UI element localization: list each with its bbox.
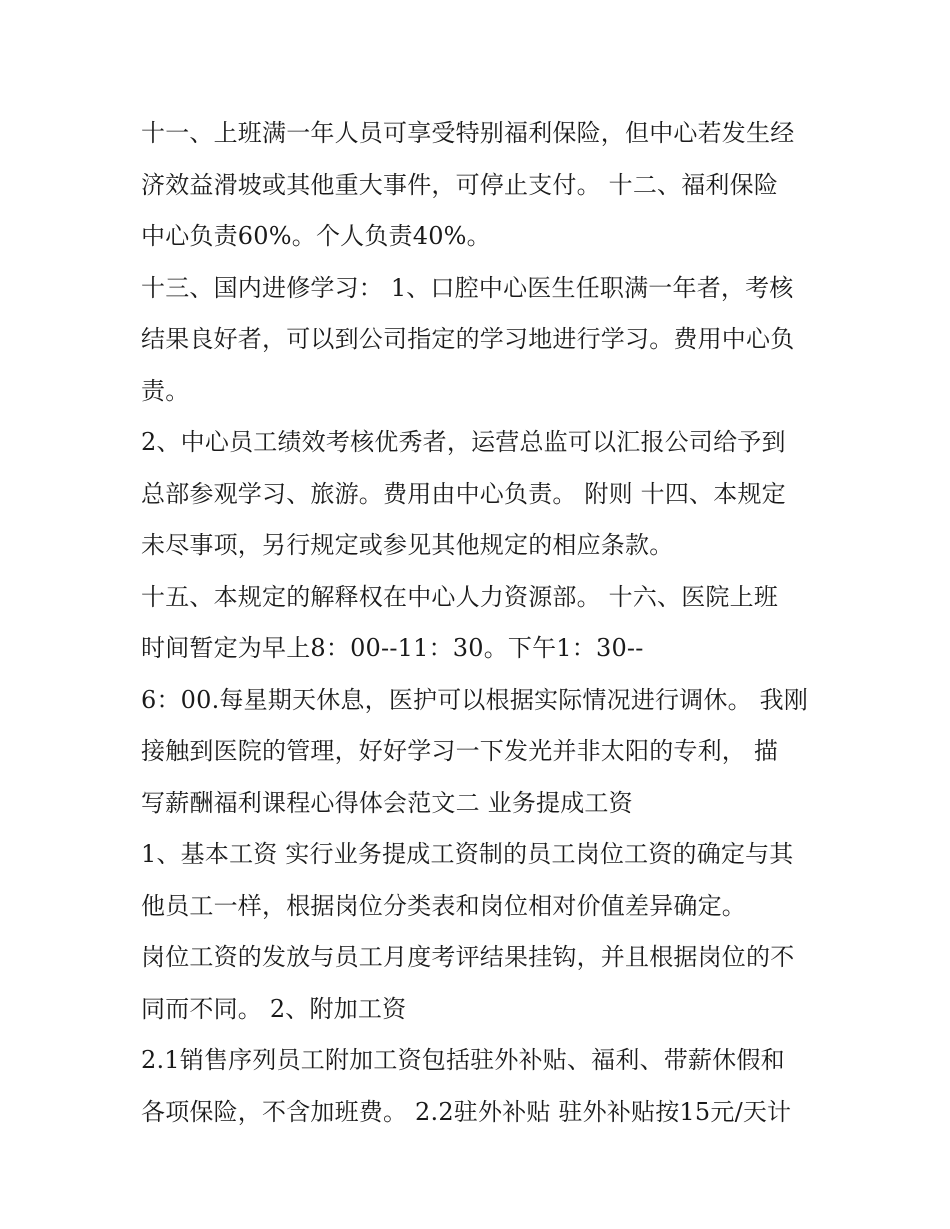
text-line: 责。 [141, 376, 190, 405]
text-line: 各项保险，不含加班费。 2.2驻外补贴 驻外补贴按15元/天计 [141, 1097, 792, 1126]
text-line: 岗位工资的发放与员工月度考评结果挂钩，并且根据岗位的不 [141, 943, 795, 971]
text-line: 十五、本规定的解释权在中心人力资源部。 十六、医院上班 [141, 582, 779, 611]
text-line: 2.1销售序列员工附加工资包括驻外补贴、福利、带薪休假和 [141, 1046, 785, 1074]
text-line: 1、基本工资 实行业务提成工资制的员工岗位工资的确定与其 [141, 840, 794, 868]
text-line: 接触到医院的管理，好好学习一下发光并非太阳的专利， 描 [141, 737, 779, 765]
text-line: 济效益滑坡或其他重大事件，可停止支付。 十二、福利保险 [141, 170, 779, 199]
text-line: 时间暂定为早上8：00--11：30。下午1：30-- [141, 634, 644, 662]
text-line: 中心负责60%。个人负责40%。 [141, 222, 491, 250]
text-line: 结果良好者，可以到公司指定的学习地进行学习。费用中心负 [141, 325, 795, 353]
text-line: 2、中心员工绩效考核优秀者，运营总监可以汇报公司给予到 [141, 428, 786, 456]
text-line: 他员工一样，根据岗位分类表和岗位相对价值差异确定。 [141, 891, 746, 920]
text-line: 十三、国内进修学习： 1、口腔中心医生任职满一年者，考核 [141, 273, 794, 302]
document-body [141, 108, 821, 1138]
text-line: 6：00.每星期天休息，医护可以根据实际情况进行调休。 我刚 [141, 685, 809, 714]
text-line: 十一、上班满一年人员可享受特别福利保险，但中心若发生经 [141, 119, 795, 147]
text-line: 总部参观学习、旅游。费用由中心负责。 附则 十四、本规定 [141, 479, 786, 508]
text-line: 同而不同。 2、附加工资 [141, 994, 407, 1023]
text-line: 未尽事项，另行规定或参见其他规定的相应条款。 [141, 531, 674, 559]
text-line: 写薪酬福利课程心得体会范文二 业务提成工资 [141, 788, 633, 817]
